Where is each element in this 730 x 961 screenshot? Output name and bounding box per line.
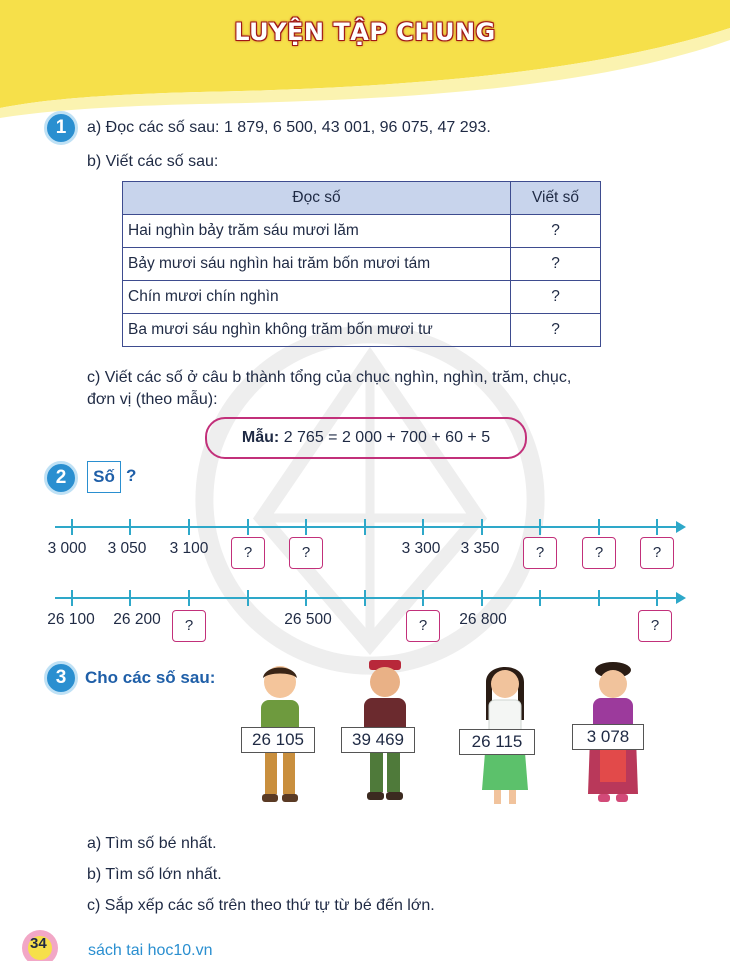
table-cell: Ba mươi sáu nghìn không trăm bốn mươi tư — [123, 314, 511, 347]
line1-answer-box[interactable]: ? — [582, 537, 616, 569]
ex1-part-a: a) Đọc các số sau: 1 879, 6 500, 43 001, 96 075, 47 293. — [87, 119, 491, 136]
ex3-part-a: a) Tìm số bé nhất. — [87, 835, 217, 852]
ex3-part-c: c) Sắp xếp các số trên theo thứ tự từ bé đến lớn. — [87, 897, 435, 914]
line2-answer-box[interactable]: ? — [638, 610, 672, 642]
so-label-box: Số — [87, 461, 121, 493]
table-header: Viết số — [511, 182, 601, 215]
number-card: 39 469 — [341, 727, 415, 753]
line1-label: 3 300 — [401, 540, 441, 557]
ex1-part-c-line1: c) Viết các số ở câu b thành tổng của chục nghìn, nghìn, trăm, chục, — [87, 369, 572, 386]
line1-label: 3 000 — [47, 540, 87, 557]
line1-answer-box[interactable]: ? — [523, 537, 557, 569]
table-cell: ? — [511, 215, 601, 248]
ex3-title: Cho các số sau: — [85, 668, 216, 687]
table-cell: Chín mươi chín nghìn — [123, 281, 511, 314]
ex1-part-b: b) Viết các số sau: — [87, 153, 219, 170]
line2-label: 26 200 — [113, 611, 161, 628]
line2-label: 26 500 — [284, 611, 332, 628]
exercise-1-badge: 1 — [44, 111, 78, 145]
ex2-question-mark: ? — [126, 466, 137, 485]
number-card: 26 105 — [241, 727, 315, 753]
line2-label: 26 100 — [47, 611, 95, 628]
line2-answer-box[interactable]: ? — [406, 610, 440, 642]
line1-answer-box[interactable]: ? — [231, 537, 265, 569]
number-card: 3 078 — [572, 724, 644, 750]
table-cell: ? — [511, 281, 601, 314]
sample-label: Mẫu: — [241, 429, 280, 446]
exercise-3-badge: 3 — [44, 661, 78, 695]
number-card: 26 115 — [459, 729, 535, 755]
footer-site[interactable]: sách tai hoc10.vn — [88, 942, 213, 959]
line1-answer-box[interactable]: ? — [289, 537, 323, 569]
table-cell: ? — [511, 248, 601, 281]
table-header: Đọc số — [123, 182, 511, 215]
line1-label: 3 050 — [107, 540, 147, 557]
table-cell: ? — [511, 314, 601, 347]
number-line-2-arrow — [676, 592, 686, 604]
line1-label: 3 100 — [169, 540, 209, 557]
ex1-part-c-line2: đơn vị (theo mẫu): — [87, 391, 218, 408]
page-number: 34 — [30, 935, 47, 952]
table-cell: Bảy mươi sáu nghìn hai trăm bốn mươi tám — [123, 248, 511, 281]
line2-answer-box[interactable]: ? — [172, 610, 206, 642]
number-line-1-arrow — [676, 521, 686, 533]
exercise-2-badge: 2 — [44, 461, 78, 495]
ex3-part-b: b) Tìm số lớn nhất. — [87, 866, 222, 883]
line2-label: 26 800 — [459, 611, 507, 628]
sample-expression: 2 765 = 2 000 + 700 + 60 + 5 — [283, 429, 491, 446]
table-cell: Hai nghìn bảy trăm sáu mươi lăm — [123, 215, 511, 248]
page-title: LUYỆN TẬP CHUNG — [234, 18, 496, 46]
line1-answer-box[interactable]: ? — [640, 537, 674, 569]
line1-label: 3 350 — [460, 540, 500, 557]
